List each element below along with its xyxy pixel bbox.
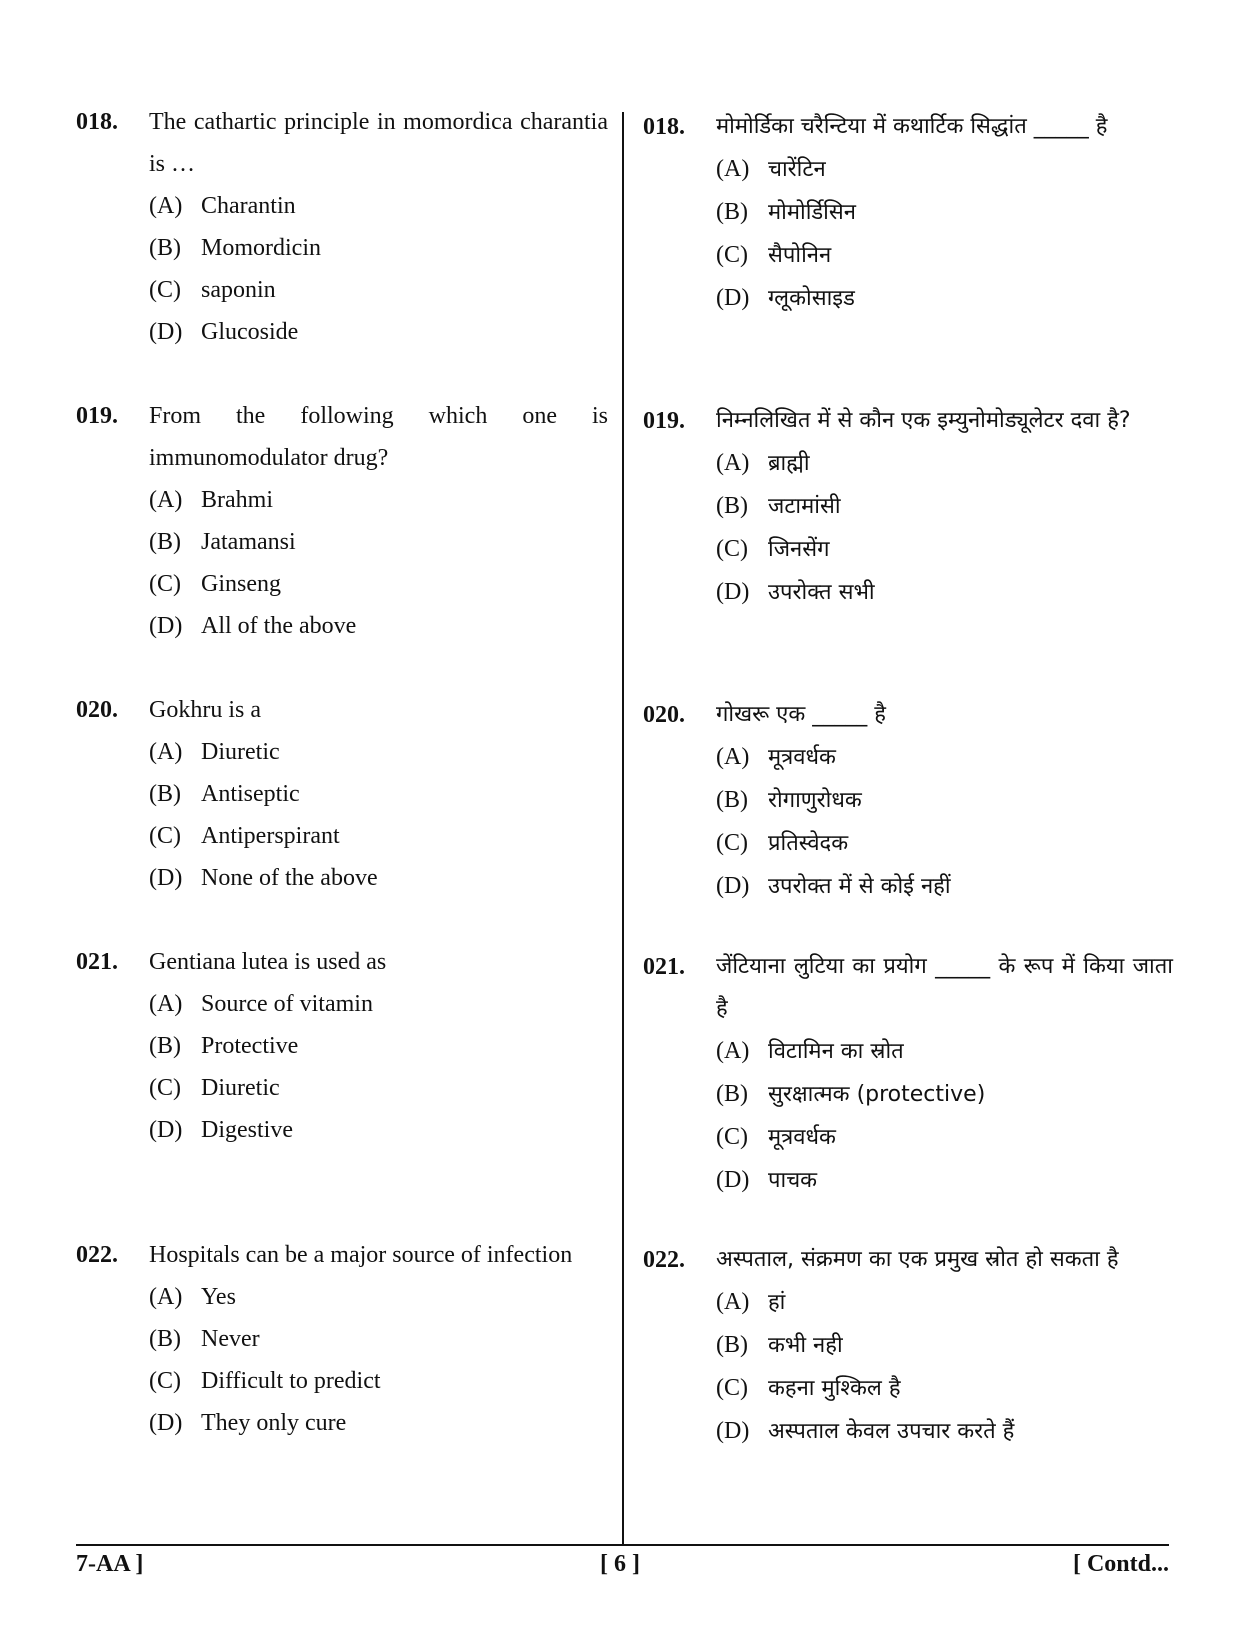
question-text: निम्नलिखित में से कौन एक इम्युनोमोड्यूलेटर दवा है? [716,408,1131,433]
option-label: (D) [149,1410,183,1436]
question-text: जेंटियाना लुटिया का प्रयोग _____ के रूप में किया जाता है [716,954,1173,1021]
option-label: (B) [149,1033,181,1059]
question-number: 020. [76,697,118,723]
question-019-hi [643,400,1173,614]
option-label: (B) [149,781,181,807]
option-a [149,1276,608,1318]
option-c [716,1367,1173,1410]
option-b [149,521,608,563]
option-b [149,1025,608,1067]
question-text: Gokhru is a [149,697,261,723]
option-text: Brahmi [201,487,273,513]
question-number: 019. [76,403,118,429]
option-c [149,815,608,857]
option-text: Ginseng [201,571,281,597]
question-text: गोखरू एक _____ है [716,702,886,727]
option-label: (C) [716,1375,748,1401]
booklet-code: 7-AA ] [76,1551,144,1577]
question-020-hi [643,694,1173,908]
option-label: (C) [149,823,181,849]
option-c [716,234,1173,277]
option-a [716,442,1173,485]
option-text: Antiperspirant [201,823,340,849]
option-text: जिनसेंग [768,537,830,562]
question-number: 019. [643,408,685,434]
option-text: जटामांसी [768,494,841,519]
question-number: 021. [76,949,118,975]
footer-rule [76,1544,1169,1546]
option-label: (A) [149,739,183,765]
option-label: (C) [149,571,181,597]
continued-label: [ Contd... [1072,1551,1169,1577]
option-text: Protective [201,1033,299,1059]
question-text: मोमोर्डिका चरैन्टिया में कथार्टिक सिद्धांत _____ है [716,114,1108,139]
option-text: Source of vitamin [201,991,373,1017]
option-label: (C) [149,1075,181,1101]
option-label: (D) [149,613,183,639]
option-b [716,779,1173,822]
question-number: 018. [643,114,685,140]
option-label: (D) [716,873,750,899]
page-number: [ 6 ] [600,1551,640,1577]
option-label: (C) [716,242,748,268]
option-label: (A) [149,1284,183,1310]
option-label: (D) [716,285,750,311]
option-text: None of the above [201,865,378,891]
question-text: Hospitals can be a major source of infection [149,1242,573,1268]
option-label: (B) [716,1081,748,1107]
option-label: (B) [716,1332,748,1358]
option-text: saponin [201,277,276,303]
option-label: (D) [716,579,750,605]
option-d [149,857,608,899]
option-text: Diuretic [201,739,280,765]
option-text: Antiseptic [201,781,300,807]
option-d [149,1402,608,1444]
option-text: Never [201,1326,260,1352]
option-text: अस्पताल केवल उपचार करते हैं [768,1419,1015,1444]
option-label: (B) [716,493,748,519]
option-label: (D) [716,1167,750,1193]
column-divider [622,112,624,1544]
option-text: विटामिन का स्रोत [768,1039,904,1064]
option-a [716,1281,1173,1324]
option-label: (D) [149,319,183,345]
option-label: (C) [716,536,748,562]
option-b [716,485,1173,528]
option-text: सैपोनिन [768,243,832,268]
option-d [716,277,1173,320]
question-number: 022. [643,1247,685,1273]
option-label: (C) [149,277,181,303]
option-label: (D) [716,1418,750,1444]
question-text: Gentiana lutea is used as [149,949,387,975]
option-text: उपरोक्त में से कोई नहीं [768,874,951,899]
option-b [716,1324,1173,1367]
option-c [149,563,608,605]
option-text: पाचक [768,1168,818,1193]
option-text: सुरक्षात्मक (protective) [768,1082,986,1107]
option-text: चारेंटिन [768,157,826,182]
option-label: (A) [149,991,183,1017]
option-d [149,311,608,353]
option-label: (A) [149,193,183,219]
question-019-en [76,395,608,647]
option-text: ब्राह्मी [768,451,810,476]
question-021-en [76,941,608,1151]
option-label: (B) [716,199,748,225]
option-label: (B) [716,787,748,813]
option-label: (A) [716,1038,750,1064]
option-label: (C) [716,1124,748,1150]
option-c [716,822,1173,865]
option-d [716,1159,1173,1202]
option-label: (A) [149,487,183,513]
option-text: हां [768,1290,786,1315]
option-a [149,731,608,773]
option-a [149,185,608,227]
option-text: Difficult to predict [201,1368,381,1394]
option-label: (A) [716,450,750,476]
option-label: (D) [149,865,183,891]
question-018-hi [643,106,1173,320]
question-021-hi [643,946,1173,1202]
question-number: 020. [643,702,685,728]
option-text: Diuretic [201,1075,280,1101]
option-b [149,773,608,815]
option-a [716,1030,1173,1073]
option-d [716,1410,1173,1453]
question-022-en [76,1234,608,1444]
option-c [149,1360,608,1402]
option-label: (B) [149,1326,181,1352]
option-text: कहना मुश्किल है [768,1376,901,1401]
option-text: Momordicin [201,235,321,261]
option-text: They only cure [201,1410,347,1436]
option-label: (C) [149,1368,181,1394]
option-b [149,227,608,269]
option-text: उपरोक्त सभी [768,580,875,605]
question-text: From the following which one is immunomodulator drug? [149,403,608,471]
option-text: Jatamansi [201,529,296,555]
option-b [716,1073,1173,1116]
option-label: (C) [716,830,748,856]
option-text: प्रतिस्वेदक [768,831,849,856]
option-label: (D) [149,1117,183,1143]
option-text: Yes [201,1284,236,1310]
option-text: मोमोर्डिसिन [768,200,856,225]
option-label: (B) [149,529,181,555]
option-label: (B) [149,235,181,261]
option-text: All of the above [201,613,357,639]
option-text: Glucoside [201,319,299,345]
option-d [149,1109,608,1151]
option-c [149,1067,608,1109]
option-text: मूत्रवर्धक [768,745,836,770]
option-text: Digestive [201,1117,293,1143]
option-a [716,148,1173,191]
option-a [149,983,608,1025]
question-number: 018. [76,109,118,135]
option-b [149,1318,608,1360]
option-b [716,191,1173,234]
option-label: (A) [716,156,750,182]
option-text: Charantin [201,193,296,219]
question-020-en [76,689,608,899]
option-d [149,605,608,647]
option-label: (A) [716,1289,750,1315]
option-text: ग्लूकोसाइड [768,286,855,311]
option-text: मूत्रवर्धक [768,1125,836,1150]
question-number: 021. [643,954,685,980]
option-label: (A) [716,744,750,770]
question-text: The cathartic principle in momordica charantia is … [149,109,608,177]
option-d [716,571,1173,614]
question-number: 022. [76,1242,118,1268]
option-c [149,269,608,311]
question-018-en [76,101,608,353]
option-c [716,528,1173,571]
question-022-hi [643,1239,1173,1453]
option-c [716,1116,1173,1159]
question-text: अस्पताल, संक्रमण का एक प्रमुख स्रोत हो सकता है [716,1247,1119,1272]
option-a [149,479,608,521]
option-text: रोगाणुरोधक [768,788,862,813]
option-d [716,865,1173,908]
option-text: कभी नही [768,1333,843,1358]
option-a [716,736,1173,779]
